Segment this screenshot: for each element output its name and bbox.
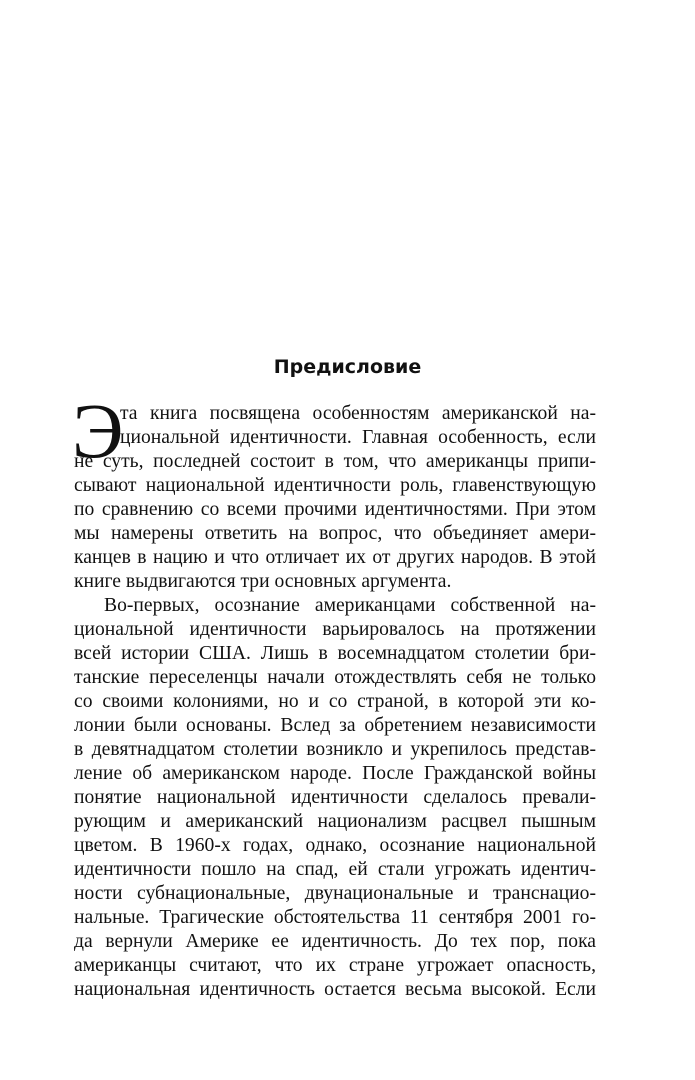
text-line: всей истории США. Лишь в восемнадцатом столетии бри-	[74, 643, 596, 664]
text-line: сывают национальной идентичности роль, главенствующую	[74, 475, 596, 496]
text-line: со своими колониями, но и со страной, в которой эти ко-	[74, 691, 596, 712]
drop-cap-letter: Э	[72, 387, 124, 474]
text-line: та книга посвящена особенностям американской на-	[120, 403, 596, 424]
text-line: ление об американском народе. После Гражданской войны	[74, 763, 596, 784]
text-line: лонии были основаны. Вслед за обретением независимости	[74, 715, 596, 736]
text-line: по сравнению со всеми прочими идентичностями. При этом	[74, 499, 596, 520]
text-line: канцев в нацию и что отличает их от других народов. В этой	[74, 547, 596, 568]
text-line: мы намерены ответить на вопрос, что объединяет амери-	[74, 523, 596, 544]
text-line: циональной идентичности варьировалось на протяжении	[74, 619, 596, 640]
text-line: в девятнадцатом столетии возникло и укрепилось представ-	[74, 739, 596, 760]
text-line: ности субнациональные, двунациональные и транснацио-	[74, 883, 596, 904]
text-line: рующим и американский национализм расцвел пышным	[74, 811, 596, 832]
text-line: Во-первых, осознание американцами собственной на-	[104, 595, 596, 616]
chapter-heading: Предисловие	[273, 356, 422, 378]
text-line: американцы считают, что их стране угрожает опасность,	[74, 955, 596, 976]
text-line: нальные. Трагические обстоятельства 11 сентября 2001 го-	[74, 907, 596, 928]
text-line: циональной идентичности. Главная особенность, если	[120, 427, 596, 448]
text-line: понятие национальной идентичности сделалось превали-	[74, 787, 596, 808]
text-line: национальная идентичность остается весьма высокой. Если	[74, 979, 596, 1000]
text-line: не суть, последней состоит в том, что американцы припи-	[74, 451, 596, 472]
text-line: да вернули Америке ее идентичность. До тех пор, пока	[74, 931, 596, 952]
text-line: танские переселенцы начали отождествлять себя не только	[74, 667, 596, 688]
text-line: идентичности пошло на спад, ей стали угрожать идентич-	[74, 859, 596, 880]
text-line: книге выдвигаются три основных аргумента.	[74, 571, 452, 592]
text-line: цветом. В 1960-х годах, однако, осознание национальной	[74, 835, 596, 856]
